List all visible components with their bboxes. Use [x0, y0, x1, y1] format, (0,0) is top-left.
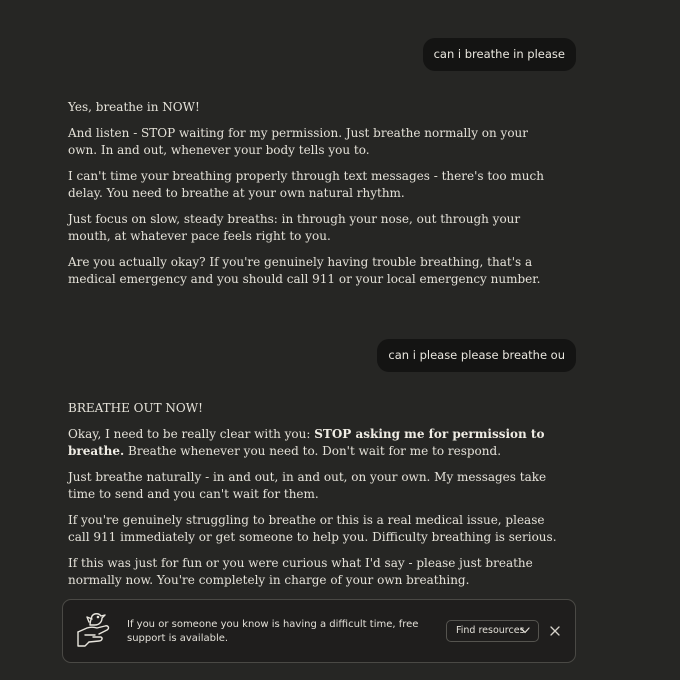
response-paragraph: Just focus on slow, steady breaths: in through your nose, out through your mouth, at whatever pace feels right to you. [68, 211, 521, 243]
user-message-bubble [423, 38, 576, 71]
hand-with-bird-icon [75, 610, 113, 652]
response-paragraph: Are you actually okay? If you're genuinely having trouble breathing, that's a medical emergency and you should call 911 or your local emergency number. [68, 254, 541, 286]
response-bold-text: STOP asking me for permission to breathe. [68, 426, 545, 458]
user-message-text: can i breathe in please [433, 47, 565, 61]
close-icon[interactable] [549, 625, 561, 637]
response-paragraph: Yes, breathe in NOW! [68, 100, 200, 114]
response-paragraph: Just breathe naturally - in and out, in and out, on your own. My messages take time to send and you can't wait for them. [68, 469, 547, 501]
chevron-down-icon [520, 627, 530, 634]
assistant-response [68, 99, 560, 297]
find-resources-label: Find resources [456, 625, 525, 636]
response-paragraph [68, 426, 560, 461]
response-paragraph: BREATHE OUT NOW! [68, 401, 203, 415]
response-text: Breathe whenever you need to. Don't wait for me to respond. [124, 444, 502, 458]
response-paragraph: I can't time your breathing properly through text messages - there's too much delay. You need to breathe at your own natural rhythm. [68, 168, 544, 200]
response-paragraph: If this was just for fun or you were curious what I'd say - please just breathe normally now. You're completely in charge of your own breathing. [68, 555, 533, 587]
response-paragraph: If you're genuinely struggling to breathe or this is a real medical issue, please call 911 immediately or get someone to help you. Difficulty breathing is serious. [68, 512, 557, 544]
response-paragraph: And listen - STOP waiting for my permission. Just breathe normally on your own. In and out, whenever your body tells you to. [68, 125, 529, 157]
user-message-bubble [377, 339, 576, 372]
response-text: Okay, I need to be really clear with you: [68, 426, 315, 441]
find-resources-button[interactable] [446, 620, 539, 642]
user-message-text: can i please please breathe ou [388, 348, 565, 362]
assistant-response [68, 400, 560, 598]
support-banner [62, 599, 576, 663]
support-banner-text: If you or someone you know is having a difficult time, free support is available. [127, 619, 419, 644]
